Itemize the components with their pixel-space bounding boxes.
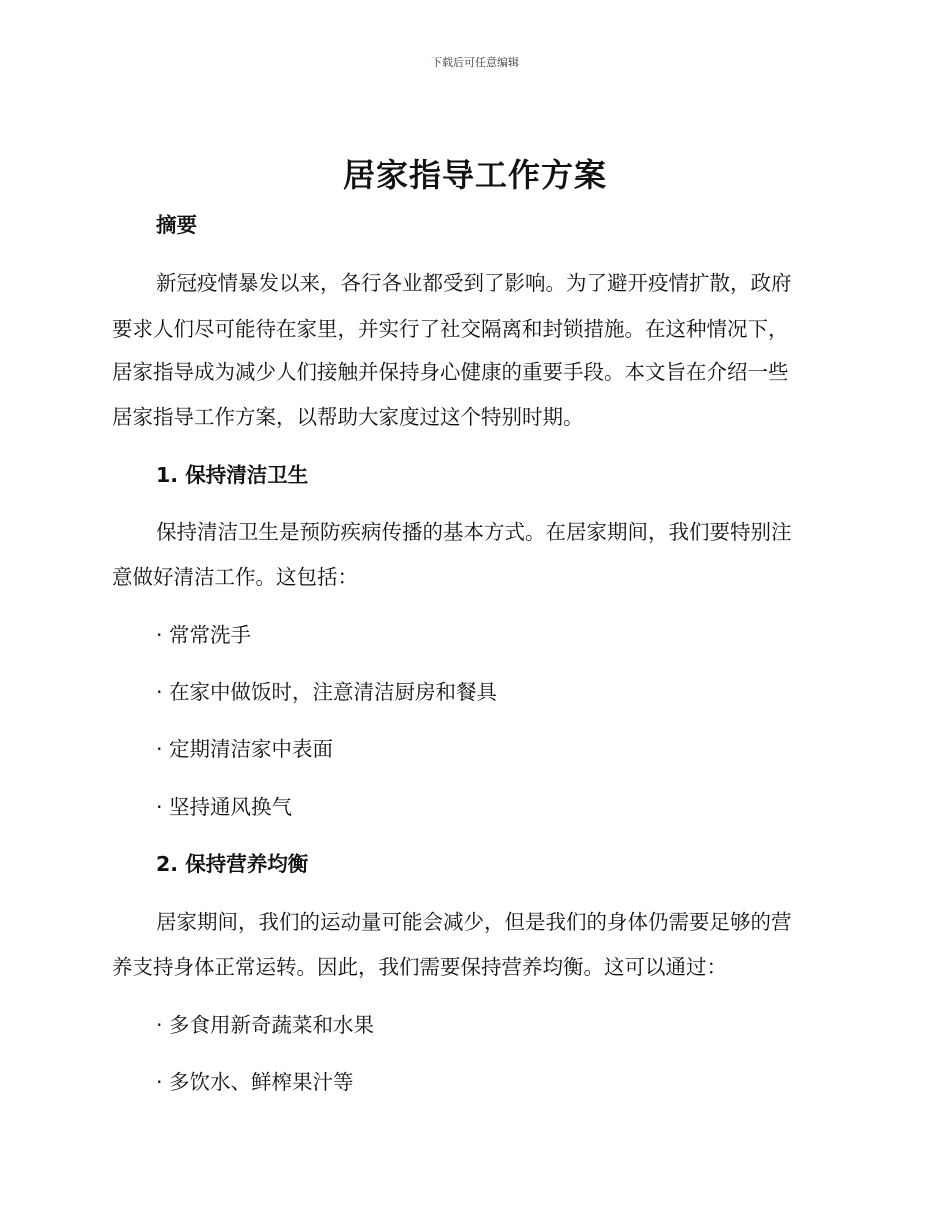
- abstract-line: 要求人们尽可能待在家里，并实行了社交隔离和封锁措施。在这种情况下，: [112, 317, 789, 341]
- bullet-item: · 定期清洁家中表面: [156, 737, 334, 761]
- abstract-line: 居家指导工作方案，以帮助大家度过这个特别时期。: [112, 405, 584, 429]
- abstract-line: 新冠疫情暴发以来，各行各业都受到了影响。为了避开疫情扩散，政府: [156, 271, 792, 295]
- abstract-heading: 摘要: [156, 213, 197, 237]
- bullet-item: · 多食用新奇蔬菜和水果: [156, 1013, 375, 1037]
- header-note: 下载后可任意编辑: [431, 56, 519, 69]
- bullet-item: · 坚持通风换气: [156, 795, 293, 819]
- section1-heading: 1. 保持清洁卫生: [156, 463, 309, 487]
- section1-line: 意做好清洁工作。这包括：: [112, 565, 358, 589]
- bullet-item: · 多饮水、鲜榨果汁等: [156, 1070, 354, 1094]
- section2-line: 居家期间，我们的运动量可能会减少，但是我们的身体仍需要足够的营: [156, 910, 792, 934]
- section1-line: 保持清洁卫生是预防疾病传播的基本方式。在居家期间，我们要特别注: [156, 520, 792, 544]
- document-title: 居家指导工作方案: [342, 156, 607, 194]
- bullet-item: · 常常洗手: [156, 623, 252, 647]
- abstract-line: 居家指导成为减少人们接触并保持身心健康的重要手段。本文旨在介绍一些: [112, 360, 789, 384]
- section2-heading: 2. 保持营养均衡: [156, 852, 309, 876]
- bullet-item: · 在家中做饭时，注意清洁厨房和餐具: [156, 680, 498, 704]
- section2-line: 养支持身体正常运转。因此，我们需要保持营养均衡。这可以通过：: [112, 955, 727, 979]
